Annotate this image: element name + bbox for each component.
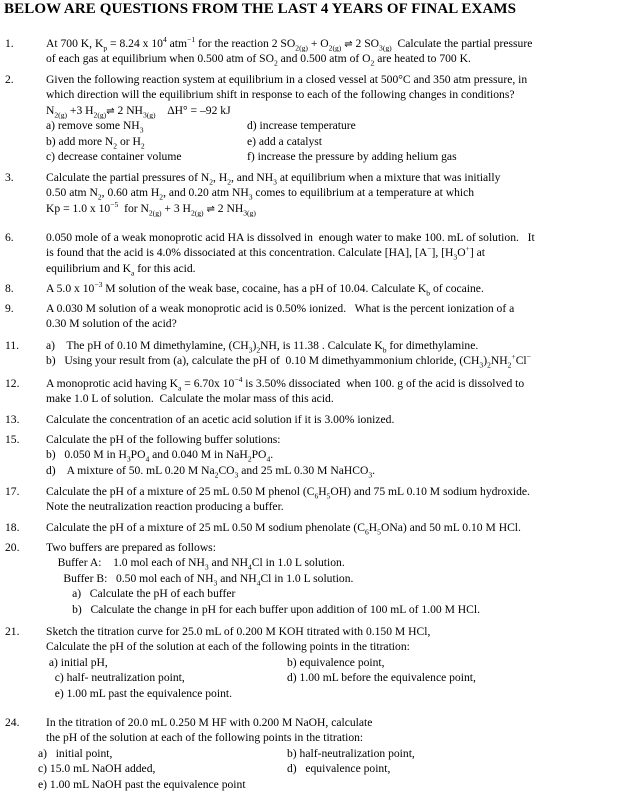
question-option: b) add more $N_2$ or $H_2$ [46,134,145,150]
question-number: 24. [5,716,20,729]
question-number: 18. [5,521,20,534]
question-number: 17. [5,485,20,498]
question-number: 11. [5,339,20,352]
question-line: Calculate the pH of a mixture of 25 mL 0.50 M sodium phenolate $(C_6H_5ONa)$ and 50 mL 0.10 M HCl. [46,521,521,537]
question-line: which direction will the equilibrium shift in response to each of the following changes in conditions? [46,88,515,102]
question-option: c) half- neutralization point, [46,671,185,685]
question-line: equilibrium and $K_a$ for this acid. [46,261,196,278]
question-number: 1. [5,37,14,50]
question-number: 9. [5,302,14,315]
question-option: a) initial point, [38,746,113,760]
page-title: BELOW ARE QUESTIONS FROM THE LAST 4 YEARS OF FINAL EXAMS [4,1,517,17]
question-line: A monoprotic acid having $K_a = 6.70x$ $10^{-4}$ is 3.50% dissociated when 100. g of the acid is dissolved to [46,375,525,393]
question-line: At 700 K, $K_p = 8.24$ x $10^4$ atm$^{-1}$ for the reaction 2 $SO_{2(g)} + O_{2(g)}$ ⇌ 2 $SO_{3(g)}$ Calculate the partial pressure [46,35,533,53]
question-line: Calculate the pH of a mixture of 25 mL 0.50 M phenol $(C_6H_5OH)$ and 75 mL 0.10 M sodium hydroxide. [46,485,530,501]
question-text [46,432,615,478]
question-line: Calculate the concentration of an acetic acid solution if it is 3.00% ionized. [46,413,395,426]
question-option: e) 1.00 mL NaOH past the equivalence point [38,777,246,791]
question-option: c) 15.0 mL NaOH added, [38,762,156,776]
question-text [46,72,615,118]
question-line: Two buffers are prepared as follows: [46,541,216,554]
question-line: Calculate the pH of the solution at each of the following points in the titration: [46,640,410,654]
question-line: is found that the acid is 4.0% dissociated at this concentration. Calculate [HA], [A−], $[H_3O^+]$ at [46,244,486,262]
question-text [46,715,615,746]
question-line: Buffer A: 1.0 mol each of $NH_3$ and $NH_4Cl$ in 1.0 L solution. [46,556,345,572]
question-line: Given the following reaction system at equilibrium in a closed vessel at 500°C and 350 atm pressure, in [46,73,528,86]
question-line: Buffer B: 0.50 mol each of $NH_3$ and $NH_4Cl$ in 1.0 L solution. [46,571,354,588]
question-text [46,301,615,332]
question-line: A 0.030 M solution of a weak monoprotic acid is 0.50% ionized. What is the percent ionization of a [46,302,515,315]
question-number: 6. [5,231,14,244]
question-line: Calculate the pH of the following buffer solutions: [46,433,281,446]
question-line: A 5.0 x $10^{-3}$ M solution of the weak base, cocaine, has a pH of 10.04. Calculate $K_b$ of cocaine. [46,280,484,298]
question-option: a) remove some $NH_3$ [46,119,144,135]
question-line: b) Calculate the change in pH for each buffer upon addition of 100 mL of 1.00 M HCl. [46,602,481,616]
question-text [46,281,615,296]
question-text [46,230,615,276]
question-option: c) decrease container volume [46,150,182,163]
question-line: Note the neutralization reaction producing a buffer. [46,500,284,514]
question-line: b) 0.050 M in $H_3PO_4$ and 0.040 M in $NaH_2PO_4$. [46,448,274,464]
question-text [46,376,615,407]
question-number: 3. [5,171,14,184]
question-option: d) 1.00 mL before the equivalence point, [287,671,476,685]
question-text [46,484,615,515]
question-text [46,170,615,216]
question-line: Kp = 1.0 x $10^{-5}$ for $N_{2(g)} + 3$ $H_{2(g)}$ ⇌ 2 $NH_{3(g)}$ [46,199,256,218]
question-line: the pH of the solution at each of the following points in the titration: [46,731,364,745]
question-option: e) 1.00 mL past the equivalence point. [46,686,232,700]
question-option: f) increase the pressure by adding helium gas [247,150,457,163]
question-line: 0.30 M solution of the acid? [46,317,177,331]
question-line: 0.050 mole of a weak monoprotic acid HA is dissolved in enough water to make 100. mL of solution. It [46,231,535,244]
question-line: a) The pH of 0.10 M dimethylamine, $(CH_3)_2NH$, is 11.38 . Calculate $K_b$ for dimethylamine. [46,339,479,355]
question-option: e) add a catalyst [247,134,322,148]
question-number: 8. [5,282,14,295]
question-line: Calculate the partial pressures of $N_2$, $H_2$, and $NH_3$ at equilibrium when a mixture that was initially [46,171,501,187]
question-number: 12. [5,377,20,390]
question-text [46,624,615,655]
question-text [46,338,615,369]
question-option: d) increase temperature [247,119,356,133]
question-line: Sketch the titration curve for 25.0 mL of 0.200 M KOH titrated with 0.150 M HCl, [46,625,431,638]
question-number: 21. [5,625,20,638]
question-line: d) A mixture of 50. mL 0.20 M $Na_2CO_3$ and 25 mL 0.30 M NaHCO$_3$. [46,463,376,480]
question-number: 2. [5,73,14,86]
question-text [46,36,615,67]
question-text [46,412,615,427]
question-line: $N_{2(g)} +3$ $H_{2(g)}\rightleftharpoons$ 2 $NH_{3(g)}$ ΔH° = –92 kJ [46,103,231,120]
question-line: 0.50 atm $N_2$, 0.60 atm $H_2$, and 0.20 atm $NH_3$ comes to equilibrium at a temperature at which [46,186,475,202]
question-text [46,540,615,617]
question-text [46,520,615,535]
question-option: d) equivalence point, [287,762,391,776]
question-line: of each gas at equilibrium when 0.500 atm of $SO_2$ and 0.500 atm of $O_2$ are heated to 700 K. [46,52,471,68]
question-option: a) initial pH, [46,655,108,669]
question-option: b) equivalence point, [287,655,385,669]
question-line: b) Using your result from (a), calculate the pH of 0.10 M dimethyammonium chloride, $(CH_3)_2NH_2^+Cl^-$ [46,352,531,370]
question-option: b) half-neutralization point, [287,746,415,760]
question-number: 13. [5,413,20,426]
question-line: make 1.0 L of solution. Calculate the molar mass of this acid. [46,392,334,406]
question-line: In the titration of 20.0 mL 0.250 M HF with 0.200 M NaOH, calculate [46,716,373,729]
question-line: a) Calculate the pH of each buffer [46,587,236,601]
question-number: 20. [5,541,20,554]
question-number: 15. [5,433,20,446]
